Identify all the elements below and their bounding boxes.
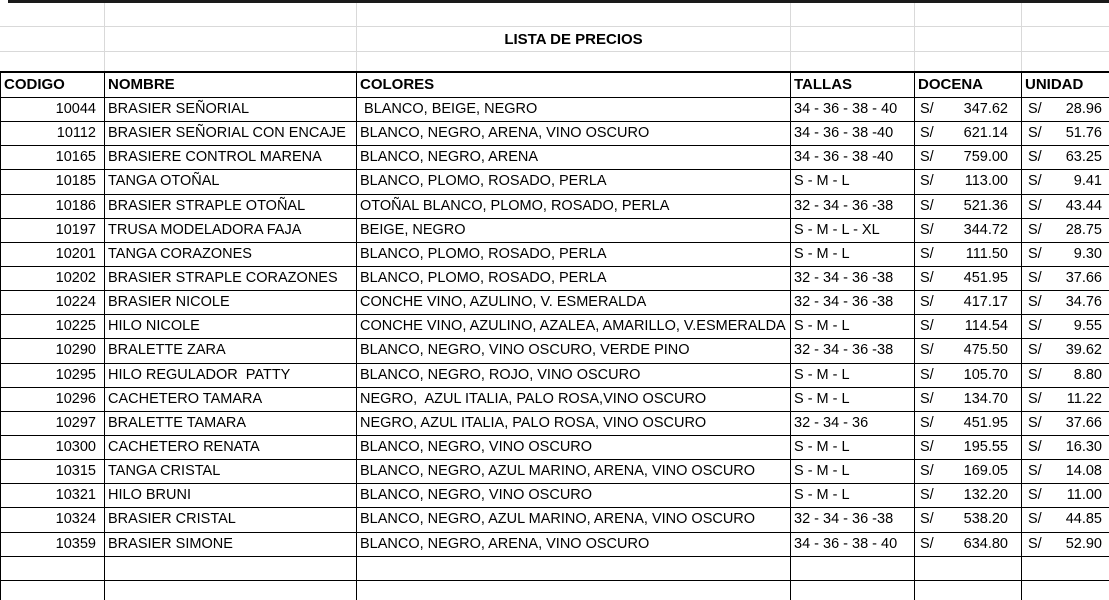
currency-symbol: S/: [1028, 366, 1042, 383]
cell-nombre[interactable]: BRALETTE TAMARA: [105, 412, 357, 436]
currency-symbol: S/: [920, 173, 934, 190]
cell-unidad[interactable]: [1022, 364, 1109, 388]
cell-docena-amount: 538.20: [963, 511, 1008, 528]
table-row: [0, 412, 1109, 436]
empty-cell[interactable]: [105, 557, 357, 581]
table-row: [0, 388, 1109, 412]
cell-unidad-amount: 9.41: [1073, 173, 1102, 190]
empty-cell[interactable]: [791, 557, 915, 581]
cell-docena-amount: 621.14: [963, 125, 1008, 142]
cell-codigo[interactable]: 10165: [0, 146, 105, 170]
cell-tallas[interactable]: 32 - 34 - 36 -38: [791, 339, 915, 363]
empty-cell[interactable]: [357, 0, 791, 26]
empty-cell[interactable]: [915, 0, 1022, 26]
cell-tallas[interactable]: 32 - 34 - 36 -38: [791, 508, 915, 532]
cell-colores[interactable]: BLANCO, BEIGE, NEGRO: [357, 98, 791, 122]
cell-codigo[interactable]: 10315: [0, 460, 105, 484]
cell-tallas[interactable]: S - M - L: [791, 436, 915, 460]
cell-unidad-amount: 43.44: [1065, 197, 1102, 214]
cell-tallas[interactable]: S - M - L: [791, 243, 915, 267]
cell-nombre[interactable]: CACHETERO RENATA: [105, 436, 357, 460]
cell-unidad-amount: 9.30: [1073, 245, 1102, 262]
cell-codigo[interactable]: 10197: [0, 219, 105, 243]
empty-cell[interactable]: [357, 557, 791, 581]
table-row: [0, 533, 1109, 557]
currency-symbol: S/: [1028, 439, 1042, 456]
cell-nombre[interactable]: BRALETTE ZARA: [105, 339, 357, 363]
cell-codigo[interactable]: 10359: [0, 533, 105, 557]
currency-symbol: S/: [1028, 414, 1042, 431]
currency-symbol: S/: [1028, 342, 1042, 359]
currency-symbol: S/: [920, 318, 934, 335]
cell-docena-amount: 417.17: [963, 294, 1008, 311]
cell-tallas[interactable]: S - M - L: [791, 484, 915, 508]
header-colores[interactable]: COLORES: [357, 73, 791, 97]
cell-tallas[interactable]: 34 - 36 - 38 - 40: [791, 98, 915, 122]
currency-symbol: S/: [920, 439, 934, 456]
cell-nombre[interactable]: HILO NICOLE: [105, 315, 357, 339]
cell-docena-amount: 132.20: [963, 487, 1008, 504]
currency-symbol: S/: [1028, 173, 1042, 190]
cell-unidad-amount: 28.75: [1065, 221, 1102, 238]
empty-cell[interactable]: [915, 52, 1022, 71]
table-body: [0, 98, 1109, 557]
cell-colores[interactable]: OTOÑAL BLANCO, PLOMO, ROSADO, PERLA: [357, 195, 791, 219]
cell-colores[interactable]: CONCHE VINO, AZULINO, AZALEA, AMARILLO, V.ESMERALDA: [357, 315, 791, 339]
cell-docena[interactable]: [915, 533, 1022, 557]
table-header-row: [0, 71, 1109, 98]
header-unidad[interactable]: UNIDAD: [1025, 76, 1084, 93]
cell-unidad[interactable]: [1022, 484, 1109, 508]
currency-symbol: S/: [1028, 125, 1042, 142]
cell-codigo[interactable]: 10290: [0, 339, 105, 363]
cell-colores[interactable]: BLANCO, NEGRO, AZUL MARINO, ARENA, VINO OSCURO: [357, 460, 791, 484]
cell-nombre[interactable]: BRASIER SIMONE: [105, 533, 357, 557]
cell-unidad[interactable]: [1022, 98, 1109, 122]
cell-codigo[interactable]: 10324: [0, 508, 105, 532]
cell-tallas[interactable]: S - M - L: [791, 388, 915, 412]
currency-symbol: S/: [1028, 511, 1042, 528]
cell-unidad-amount: 11.22: [1066, 390, 1102, 407]
cell-colores[interactable]: BLANCO, NEGRO, VINO OSCURO: [357, 436, 791, 460]
currency-symbol: S/: [1028, 245, 1042, 262]
table-empty-rows: [0, 557, 1109, 600]
cell-nombre[interactable]: BRASIER SEÑORIAL: [105, 98, 357, 122]
cell-unidad-amount: 16.30: [1065, 439, 1102, 456]
empty-cell[interactable]: [0, 581, 105, 600]
currency-symbol: S/: [920, 390, 934, 407]
cell-unidad-amount: 8.80: [1073, 366, 1102, 383]
currency-symbol: S/: [920, 342, 934, 359]
cell-docena[interactable]: [915, 122, 1022, 146]
cell-codigo[interactable]: 10044: [0, 98, 105, 122]
empty-cell[interactable]: [791, 27, 915, 51]
title-row: [0, 27, 1109, 52]
empty-cell[interactable]: [915, 581, 1022, 600]
header-docena[interactable]: DOCENA: [915, 73, 1022, 97]
cell-colores[interactable]: BLANCO, NEGRO, ROJO, VINO OSCURO: [357, 364, 791, 388]
cell-tallas[interactable]: 34 - 36 - 38 - 40: [791, 533, 915, 557]
currency-symbol: S/: [1028, 318, 1042, 335]
table-row: [0, 364, 1109, 388]
cell-docena[interactable]: [915, 170, 1022, 194]
cell-codigo[interactable]: 10295: [0, 364, 105, 388]
sheet-title[interactable]: LISTA DE PRECIOS: [357, 27, 791, 51]
cell-nombre[interactable]: BRASIER SEÑORIAL CON ENCAJE: [105, 122, 357, 146]
cell-unidad-amount: 39.62: [1065, 342, 1102, 359]
table-empty-row: [0, 581, 1109, 600]
cell-colores[interactable]: BLANCO, NEGRO, ARENA, VINO OSCURO: [357, 122, 791, 146]
currency-symbol: S/: [920, 294, 934, 311]
cell-nombre[interactable]: CACHETERO TAMARA: [105, 388, 357, 412]
table-row: [0, 122, 1109, 146]
cell-docena-amount: 114.54: [964, 318, 1008, 335]
currency-symbol: S/: [1028, 535, 1042, 552]
cell-docena-amount: 105.70: [963, 366, 1008, 383]
table-row: [0, 195, 1109, 219]
empty-cell[interactable]: [0, 27, 105, 51]
cell-unidad-amount: 63.25: [1065, 149, 1102, 166]
cell-colores[interactable]: BLANCO, PLOMO, ROSADO, PERLA: [357, 267, 791, 291]
cell-unidad[interactable]: [1022, 436, 1109, 460]
currency-symbol: S/: [920, 101, 934, 118]
cell-docena[interactable]: [915, 291, 1022, 315]
cell-tallas[interactable]: 32 - 34 - 36 -38: [791, 267, 915, 291]
cell-colores[interactable]: NEGRO, AZUL ITALIA, PALO ROSA,VINO OSCURO: [357, 388, 791, 412]
cell-unidad-amount: 52.90: [1065, 535, 1102, 552]
cell-colores[interactable]: BEIGE, NEGRO: [357, 219, 791, 243]
cell-docena[interactable]: [915, 460, 1022, 484]
cell-tallas[interactable]: 32 - 34 - 36: [791, 412, 915, 436]
cell-docena[interactable]: [915, 388, 1022, 412]
cell-docena-amount: 111.50: [965, 245, 1008, 262]
cell-nombre[interactable]: TANGA CRISTAL: [105, 460, 357, 484]
cell-unidad[interactable]: [1022, 339, 1109, 363]
cell-docena-amount: 344.72: [963, 221, 1008, 238]
empty-cell[interactable]: [915, 27, 1022, 51]
currency-symbol: S/: [920, 511, 934, 528]
cell-tallas[interactable]: 32 - 34 - 36 -38: [791, 291, 915, 315]
cell-docena[interactable]: [915, 484, 1022, 508]
currency-symbol: S/: [1028, 294, 1042, 311]
cell-unidad-amount: 11.00: [1066, 487, 1102, 504]
cell-unidad[interactable]: [1022, 122, 1109, 146]
cell-nombre[interactable]: BRASIER STRAPLE CORAZONES: [105, 267, 357, 291]
empty-cell[interactable]: [1022, 27, 1109, 51]
currency-symbol: S/: [1028, 270, 1042, 287]
empty-cell[interactable]: [105, 0, 357, 26]
table-row: [0, 484, 1109, 508]
currency-symbol: S/: [1028, 463, 1042, 480]
cell-docena-amount: 475.50: [963, 342, 1008, 359]
cell-unidad[interactable]: [1022, 291, 1109, 315]
cell-nombre[interactable]: TRUSA MODELADORA FAJA: [105, 219, 357, 243]
currency-symbol: S/: [920, 125, 934, 142]
cell-nombre[interactable]: HILO BRUNI: [105, 484, 357, 508]
cell-colores[interactable]: BLANCO, NEGRO, ARENA: [357, 146, 791, 170]
cell-docena[interactable]: [915, 195, 1022, 219]
empty-cell[interactable]: [791, 581, 915, 600]
cell-docena-amount: 634.80: [963, 535, 1008, 552]
cell-codigo[interactable]: 10224: [0, 291, 105, 315]
cell-docena[interactable]: [915, 98, 1022, 122]
table-row: [0, 460, 1109, 484]
currency-symbol: S/: [920, 463, 934, 480]
cell-colores[interactable]: BLANCO, PLOMO, ROSADO, PERLA: [357, 170, 791, 194]
cell-unidad[interactable]: [1022, 243, 1109, 267]
currency-symbol: S/: [920, 221, 934, 238]
cell-tallas[interactable]: 32 - 34 - 36 -38: [791, 195, 915, 219]
empty-cell[interactable]: [105, 27, 357, 51]
empty-cell[interactable]: [105, 52, 357, 71]
cell-docena[interactable]: [915, 243, 1022, 267]
cell-unidad[interactable]: [1022, 267, 1109, 291]
empty-cell[interactable]: [791, 0, 915, 26]
currency-symbol: S/: [920, 487, 934, 504]
cell-docena-amount: 451.95: [963, 270, 1008, 287]
currency-symbol: S/: [920, 366, 934, 383]
header-nombre[interactable]: NOMBRE: [105, 73, 357, 97]
empty-cell[interactable]: [1022, 557, 1109, 581]
table-empty-row: [0, 557, 1109, 581]
cell-docena[interactable]: [915, 219, 1022, 243]
empty-cell[interactable]: [0, 557, 105, 581]
cell-codigo[interactable]: 10185: [0, 170, 105, 194]
table-row: [0, 339, 1109, 363]
empty-cell[interactable]: [1022, 0, 1109, 26]
cell-codigo[interactable]: 10300: [0, 436, 105, 460]
cell-codigo[interactable]: 10186: [0, 195, 105, 219]
cell-tallas[interactable]: 34 - 36 - 38 -40: [791, 122, 915, 146]
cell-docena[interactable]: [915, 339, 1022, 363]
empty-cell[interactable]: [1022, 581, 1109, 600]
currency-symbol: S/: [1028, 149, 1042, 166]
table-row: [0, 291, 1109, 315]
cell-colores[interactable]: CONCHE VINO, AZULINO, V. ESMERALDA: [357, 291, 791, 315]
cell-codigo[interactable]: 10202: [0, 267, 105, 291]
header-tallas[interactable]: TALLAS: [791, 73, 915, 97]
cell-docena[interactable]: [915, 146, 1022, 170]
cell-unidad[interactable]: [1022, 219, 1109, 243]
cell-unidad[interactable]: [1022, 146, 1109, 170]
table-row: [0, 436, 1109, 460]
table-row: [0, 146, 1109, 170]
cell-docena[interactable]: [915, 412, 1022, 436]
empty-cell[interactable]: [915, 557, 1022, 581]
cell-nombre[interactable]: BRASIER CRISTAL: [105, 508, 357, 532]
cell-docena[interactable]: [915, 436, 1022, 460]
cell-unidad[interactable]: [1022, 195, 1109, 219]
cell-tallas[interactable]: 34 - 36 - 38 -40: [791, 146, 915, 170]
cell-nombre[interactable]: HILO REGULADOR PATTY: [105, 364, 357, 388]
currency-symbol: S/: [920, 414, 934, 431]
currency-symbol: S/: [920, 197, 934, 214]
cell-codigo[interactable]: 10225: [0, 315, 105, 339]
cell-unidad-amount: 14.08: [1065, 463, 1102, 480]
empty-cell[interactable]: [357, 581, 791, 600]
cell-tallas[interactable]: S - M - L: [791, 460, 915, 484]
cell-unidad-amount: 34.76: [1065, 294, 1102, 311]
currency-symbol: S/: [920, 270, 934, 287]
cell-colores[interactable]: BLANCO, NEGRO, AZUL MARINO, ARENA, VINO OSCURO: [357, 508, 791, 532]
currency-symbol: S/: [1028, 487, 1042, 504]
table-row: [0, 267, 1109, 291]
cell-docena[interactable]: [915, 364, 1022, 388]
table-row: [0, 508, 1109, 532]
cell-docena[interactable]: [915, 508, 1022, 532]
cell-unidad[interactable]: [1022, 460, 1109, 484]
cell-docena-amount: 134.70: [963, 390, 1008, 407]
cell-codigo[interactable]: 10201: [0, 243, 105, 267]
cell-docena-amount: 451.95: [963, 414, 1008, 431]
empty-cell[interactable]: [357, 52, 791, 71]
cell-unidad-amount: 28.96: [1065, 101, 1102, 118]
cell-unidad[interactable]: [1022, 508, 1109, 532]
top-row-1: [0, 0, 1109, 27]
currency-symbol: S/: [920, 245, 934, 262]
cell-unidad-amount: 37.66: [1065, 270, 1102, 287]
currency-symbol: S/: [1028, 390, 1042, 407]
cell-nombre[interactable]: BRASIER STRAPLE OTOÑAL: [105, 195, 357, 219]
top-row-3: [0, 52, 1109, 71]
cell-codigo[interactable]: 10112: [0, 122, 105, 146]
empty-cell[interactable]: [791, 52, 915, 71]
cell-docena-amount: 759.00: [963, 149, 1008, 166]
cell-nombre[interactable]: TANGA OTOÑAL: [105, 170, 357, 194]
cell-codigo[interactable]: 10321: [0, 484, 105, 508]
cell-unidad-amount: 37.66: [1065, 414, 1102, 431]
cell-docena-amount: 195.55: [963, 439, 1008, 456]
cell-unidad-amount: 44.85: [1065, 511, 1102, 528]
cell-codigo[interactable]: 10296: [0, 388, 105, 412]
cell-unidad-amount: 9.55: [1073, 318, 1102, 335]
cell-unidad[interactable]: [1022, 533, 1109, 557]
table-row: [0, 170, 1109, 194]
cell-docena-amount: 347.62: [963, 101, 1008, 118]
cell-codigo[interactable]: 10297: [0, 412, 105, 436]
cell-docena-amount: 169.05: [963, 463, 1008, 480]
empty-cell[interactable]: [0, 52, 105, 71]
cell-colores[interactable]: BLANCO, NEGRO, VINO OSCURO, VERDE PINO: [357, 339, 791, 363]
cell-tallas[interactable]: S - M - L - XL: [791, 219, 915, 243]
top-border-line: [8, 0, 1109, 3]
empty-cell[interactable]: [0, 0, 105, 26]
empty-cell[interactable]: [1022, 52, 1109, 71]
cell-docena[interactable]: [915, 267, 1022, 291]
header-codigo[interactable]: CODIGO: [0, 73, 105, 97]
cell-unidad-amount: 51.76: [1065, 125, 1102, 142]
cell-colores[interactable]: BLANCO, PLOMO, ROSADO, PERLA: [357, 243, 791, 267]
cell-unidad[interactable]: [1022, 412, 1109, 436]
table-row: [0, 219, 1109, 243]
currency-symbol: S/: [920, 149, 934, 166]
currency-symbol: S/: [1028, 197, 1042, 214]
cell-colores[interactable]: BLANCO, NEGRO, ARENA, VINO OSCURO: [357, 533, 791, 557]
table-row: [0, 98, 1109, 122]
cell-nombre[interactable]: BRASIERE CONTROL MARENA: [105, 146, 357, 170]
cell-docena-amount: 113.00: [964, 173, 1008, 190]
cell-colores[interactable]: BLANCO, NEGRO, VINO OSCURO: [357, 484, 791, 508]
cell-unidad[interactable]: [1022, 388, 1109, 412]
cell-unidad[interactable]: [1022, 170, 1109, 194]
cell-colores[interactable]: NEGRO, AZUL ITALIA, PALO ROSA, VINO OSCURO: [357, 412, 791, 436]
cell-nombre[interactable]: TANGA CORAZONES: [105, 243, 357, 267]
currency-symbol: S/: [1028, 101, 1042, 118]
cell-nombre[interactable]: BRASIER NICOLE: [105, 291, 357, 315]
currency-symbol: S/: [1028, 221, 1042, 238]
cell-unidad[interactable]: [1022, 315, 1109, 339]
cell-docena[interactable]: [915, 315, 1022, 339]
cell-tallas[interactable]: S - M - L: [791, 170, 915, 194]
currency-symbol: S/: [920, 535, 934, 552]
cell-tallas[interactable]: S - M - L: [791, 315, 915, 339]
table-row: [0, 315, 1109, 339]
cell-tallas[interactable]: S - M - L: [791, 364, 915, 388]
empty-cell[interactable]: [105, 581, 357, 600]
cell-docena-amount: 521.36: [963, 197, 1008, 214]
table-row: [0, 243, 1109, 267]
